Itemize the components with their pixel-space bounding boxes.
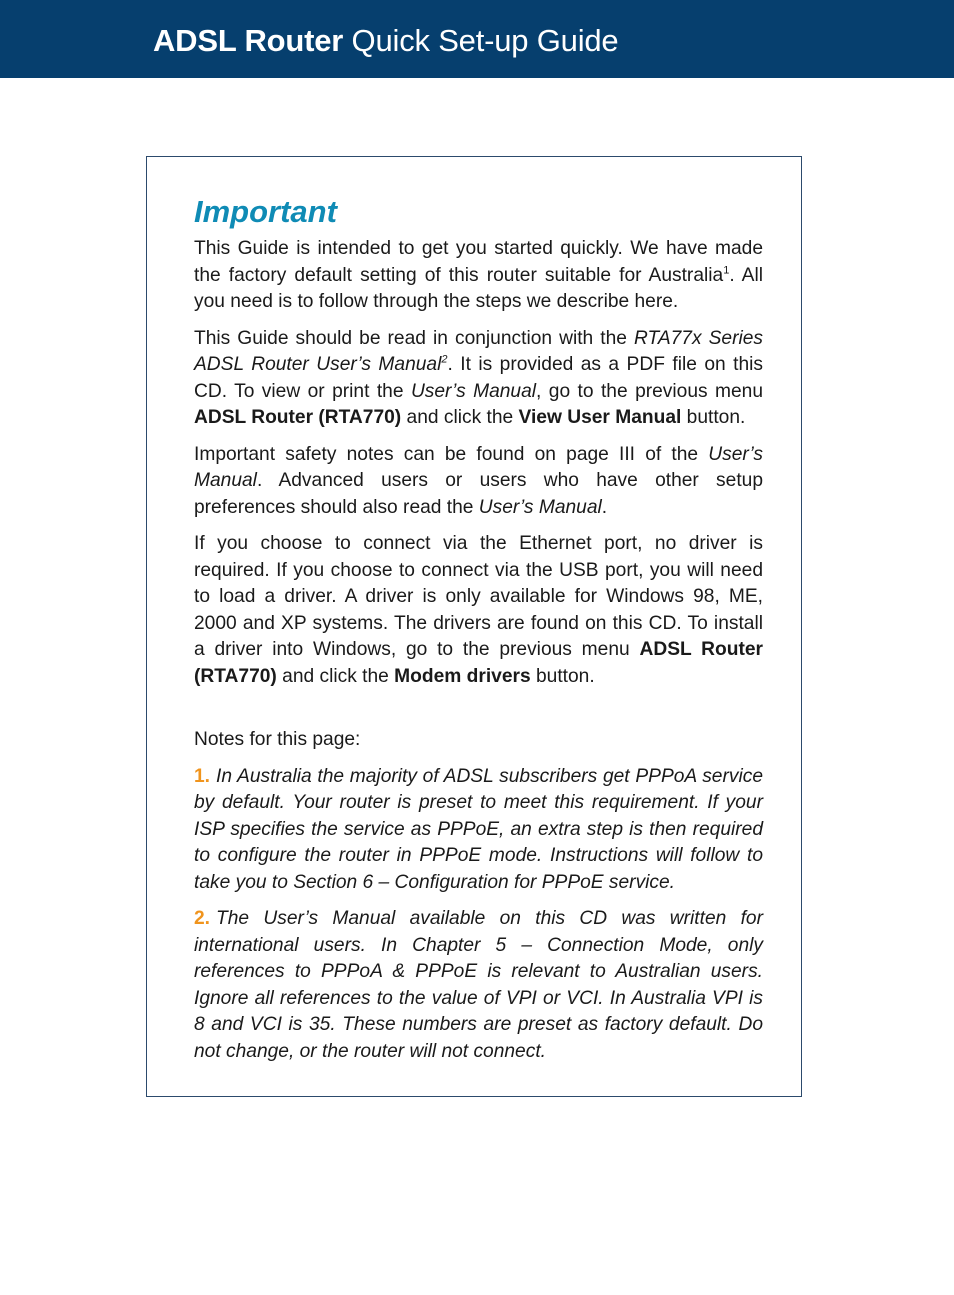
- users-manual-ref: User’s Manual: [194, 443, 763, 491]
- menu-name: ADSL Router (RTA770): [194, 407, 402, 428]
- p2-text-e: button.: [681, 407, 746, 428]
- important-box: [146, 156, 802, 1097]
- p4-text-a: If you choose to connect via the Ethernet port, no driver is required. If you choose to connect via the USB port, you will need to load a driver. A driver is only available for Windows 98, ME, 2000 and XP systems. The drivers are found on this CD. To install a driver into Windows, go to the previous menu: [194, 533, 763, 660]
- note-item: [194, 906, 763, 1065]
- p2-text-b: . It is provided as a PDF file on this CD. To view or print the: [194, 354, 763, 402]
- paragraph-intro: [194, 236, 763, 316]
- menu-name: ADSL Router (RTA770): [194, 639, 763, 687]
- p1-text-b: . All you need is to follow through the steps we describe here.: [194, 264, 763, 312]
- users-manual-ref: User’s Manual: [478, 496, 602, 518]
- p3-text-c: .: [601, 496, 608, 518]
- note-number: 2.: [194, 908, 211, 929]
- view-user-manual-label: View User Manual: [518, 407, 682, 428]
- p2-text-a: This Guide should be read in conjunction with the: [194, 327, 635, 349]
- note-item: [194, 764, 763, 897]
- paragraph-safety: [194, 442, 763, 522]
- paragraph-drivers: [194, 531, 763, 690]
- title-bold: ADSL Router: [153, 23, 344, 58]
- p3-text-b: . Advanced users or users who have other setup preferences should also read the: [194, 470, 763, 518]
- document-title: [153, 22, 618, 60]
- important-heading: Important: [194, 194, 337, 229]
- footnote-ref-2: 2: [441, 353, 448, 366]
- manual-title: RTA77x Series ADSL Router User’s Manual: [194, 327, 763, 375]
- users-manual-ref: User’s Manual: [410, 380, 537, 402]
- p3-text-a: Important safety notes can be found on page III of the: [194, 443, 709, 465]
- modem-drivers-label: Modem drivers: [394, 665, 531, 687]
- p1-text-a: This Guide is intended to get you started quickly. We have made the factory default setting of this router suitable for Australia: [194, 238, 763, 286]
- p4-text-b: and click the: [276, 665, 395, 687]
- p2-text-c: , go to the previous menu: [536, 380, 764, 402]
- notes-title: Notes for this page:: [194, 729, 361, 750]
- footnote-ref-1: 1: [723, 264, 730, 277]
- note-text: In Australia the majority of ADSL subscribers get PPPoA service by default. Your router is preset to meet this requirement. If your ISP specifies the service as PPPoE, an extra step is then required to configure the router in PPPoE mode. Instructions will follow to take you to Section 6 – Configuration for PPPoE service.: [194, 765, 763, 893]
- title-rest: Quick Set-up Guide: [343, 23, 619, 58]
- header-bar: [0, 0, 954, 78]
- note-number: 1.: [194, 765, 211, 787]
- important-content: [194, 190, 763, 1075]
- p2-text-d: and click the: [401, 407, 519, 428]
- note-text: The User’s Manual available on this CD was written for international users. In Chapter 5 – Connection Mode, only references to PPPoA & PPPoE is relevant to Australian users. Ignore all references to the value of VPI or VCI. In Australia VPI is 8 and VCI is 35. These numbers are preset as factory default. Do not change, or the router will not connect.: [194, 908, 763, 1062]
- paragraph-manual: [194, 326, 763, 432]
- p4-text-c: button.: [530, 665, 595, 687]
